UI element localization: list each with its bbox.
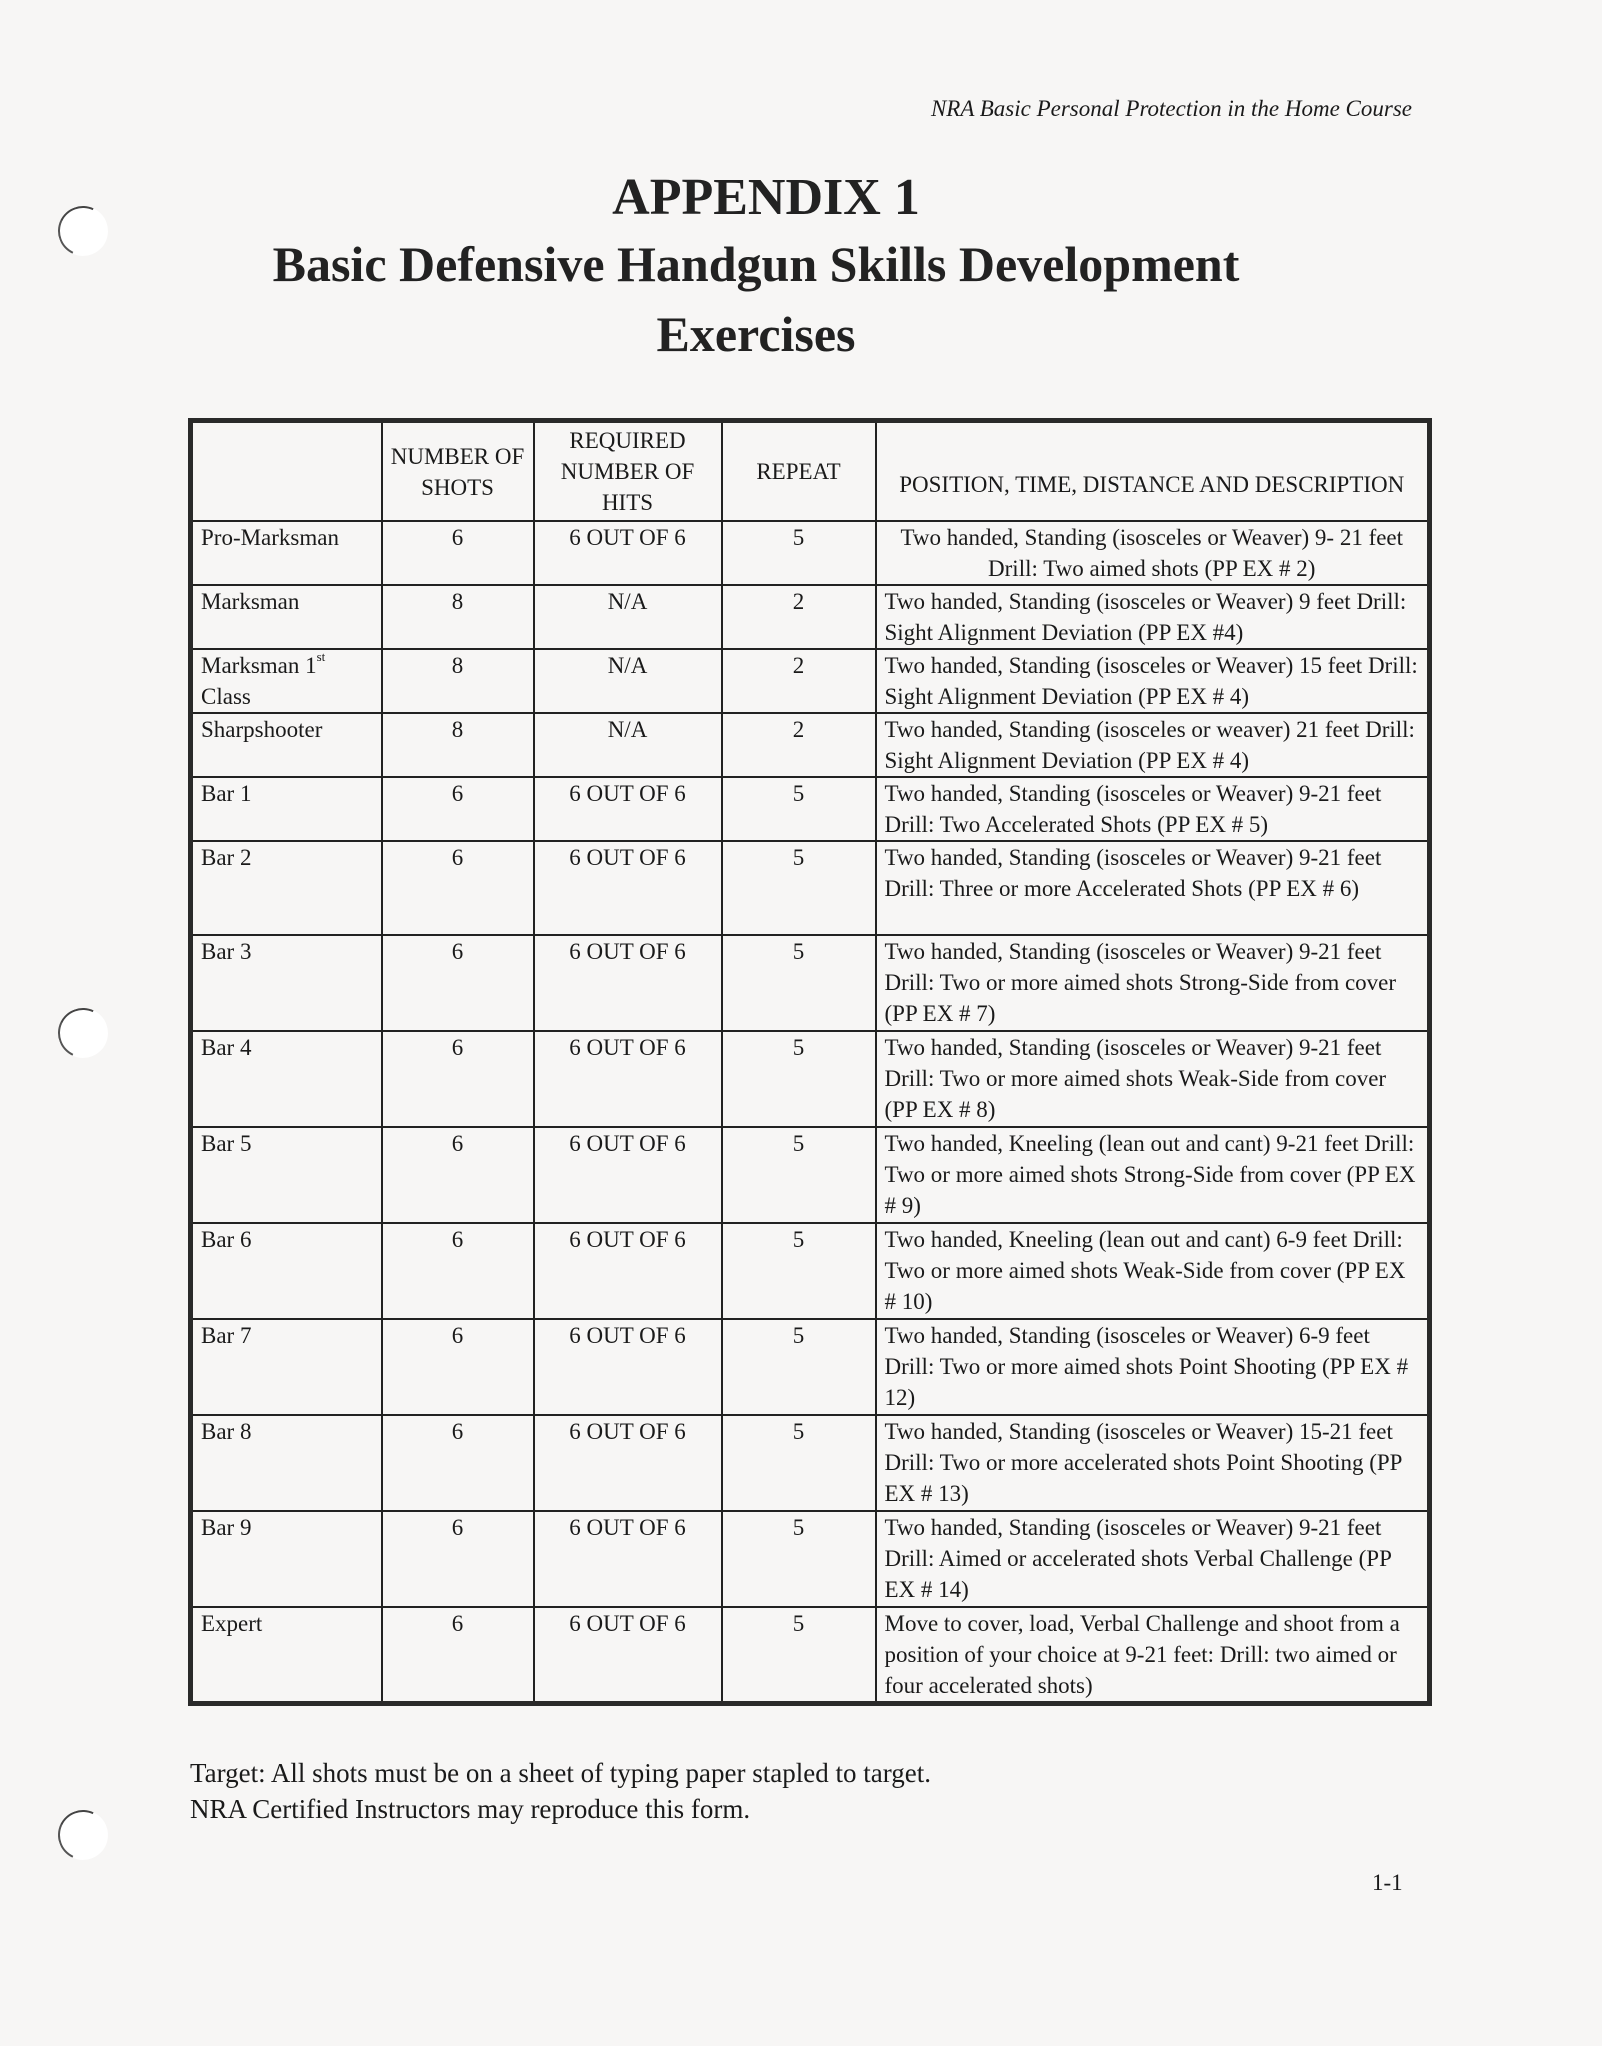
cell-shots: 6 xyxy=(382,1319,534,1415)
cell-level: Marksman xyxy=(191,585,382,649)
table-row xyxy=(191,1607,1430,1704)
cell-hits: 6 OUT OF 6 xyxy=(534,777,722,841)
cell-shots: 6 xyxy=(382,777,534,841)
cell-description: Two handed, Standing (isosceles or Weaver) 9-21 feet Drill: Two Accelerated Shots (PP EX # 5) xyxy=(876,777,1430,841)
cell-level: Pro-Marksman xyxy=(191,521,382,585)
table-row xyxy=(191,1223,1430,1319)
appendix-title: APPENDIX 1 xyxy=(612,169,920,226)
cell-description: Two handed, Kneeling (lean out and cant) 9-21 feet Drill: Two or more aimed shots Strong-Side from cover (PP EX # 9) xyxy=(876,1127,1430,1223)
col-header-level xyxy=(191,421,382,522)
cell-description: Two handed, Standing (isosceles or Weaver) 6-9 feet Drill: Two or more aimed shots Point Shooting (PP EX # 12) xyxy=(876,1319,1430,1415)
cell-description: Two handed, Standing (isosceles or weaver) 21 feet Drill: Sight Alignment Deviation (PP EX # 4) xyxy=(876,713,1430,777)
cell-description: Two handed, Standing (isosceles or Weaver) 9- 21 feet Drill: Two aimed shots (PP EX # 2) xyxy=(876,521,1430,585)
cell-repeat: 2 xyxy=(722,585,876,649)
cell-shots: 8 xyxy=(382,585,534,649)
col-header-shots: NUMBER OF SHOTS xyxy=(382,421,534,522)
binder-hole-middle xyxy=(51,1001,115,1065)
cell-shots: 6 xyxy=(382,841,534,935)
cell-description: Two handed, Kneeling (lean out and cant) 6-9 feet Drill: Two or more aimed shots Weak-Side from cover (PP EX # 10) xyxy=(876,1223,1430,1319)
cell-shots: 8 xyxy=(382,713,534,777)
document-title-line2: Exercises xyxy=(656,306,856,362)
cell-hits: 6 OUT OF 6 xyxy=(534,935,722,1031)
cell-shots: 6 xyxy=(382,1607,534,1704)
cell-shots: 6 xyxy=(382,1127,534,1223)
cell-level: Bar 5 xyxy=(191,1127,382,1223)
cell-hits: 6 OUT OF 6 xyxy=(534,1127,722,1223)
cell-level: Expert xyxy=(191,1607,382,1704)
cell-level: Bar 7 xyxy=(191,1319,382,1415)
table-row xyxy=(191,1511,1430,1607)
cell-shots: 8 xyxy=(382,649,534,713)
cell-shots: 6 xyxy=(382,1511,534,1607)
exercises-table xyxy=(188,418,1432,1706)
cell-repeat: 5 xyxy=(722,1607,876,1704)
cell-hits: N/A xyxy=(534,585,722,649)
table-row xyxy=(191,649,1430,713)
cell-repeat: 5 xyxy=(722,841,876,935)
cell-description: Two handed, Standing (isosceles or Weaver) 9-21 feet Drill: Two or more aimed shots Weak-Side from cover (PP EX # 8) xyxy=(876,1031,1430,1127)
cell-repeat: 2 xyxy=(722,649,876,713)
cell-repeat: 2 xyxy=(722,713,876,777)
col-header-repeat: REPEAT xyxy=(722,421,876,522)
cell-level: Bar 9 xyxy=(191,1511,382,1607)
cell-repeat: 5 xyxy=(722,1415,876,1511)
footnote xyxy=(190,1755,931,1827)
cell-hits: 6 OUT OF 6 xyxy=(534,1607,722,1704)
table-row xyxy=(191,585,1430,649)
cell-repeat: 5 xyxy=(722,935,876,1031)
target-note: Target: All shots must be on a sheet of typing paper stapled to target. xyxy=(190,1758,931,1788)
col-header-description: POSITION, TIME, DISTANCE AND DESCRIPTION xyxy=(876,421,1430,522)
cell-shots: 6 xyxy=(382,521,534,585)
cell-repeat: 5 xyxy=(722,1127,876,1223)
cell-repeat: 5 xyxy=(722,1319,876,1415)
table-header-row xyxy=(191,421,1430,522)
table-row xyxy=(191,777,1430,841)
cell-repeat: 5 xyxy=(722,1223,876,1319)
cell-level: Bar 4 xyxy=(191,1031,382,1127)
table-row xyxy=(191,713,1430,777)
cell-hits: 6 OUT OF 6 xyxy=(534,1223,722,1319)
cell-description: Two handed, Standing (isosceles or Weaver) 15 feet Drill: Sight Alignment Deviation (PP EX # 4) xyxy=(876,649,1430,713)
table-row xyxy=(191,1415,1430,1511)
table-row xyxy=(191,841,1430,935)
page-number: 1-1 xyxy=(1372,1870,1403,1895)
cell-level: Bar 1 xyxy=(191,777,382,841)
cell-description: Two handed, Standing (isosceles or Weaver) 15-21 feet Drill: Two or more accelerated shots Point Shooting (PP EX # 13) xyxy=(876,1415,1430,1511)
table-row xyxy=(191,935,1430,1031)
cell-hits: N/A xyxy=(534,713,722,777)
cell-shots: 6 xyxy=(382,1223,534,1319)
title-block xyxy=(0,166,1512,370)
cell-repeat: 5 xyxy=(722,1031,876,1127)
cell-hits: 6 OUT OF 6 xyxy=(534,841,722,935)
cell-shots: 6 xyxy=(382,935,534,1031)
cell-description: Two handed, Standing (isosceles or Weaver) 9-21 feet Drill: Three or more Accelerated Shots (PP EX # 6) xyxy=(876,841,1430,935)
table-row xyxy=(191,521,1430,585)
cell-level: Bar 8 xyxy=(191,1415,382,1511)
table-row xyxy=(191,1127,1430,1223)
cell-shots: 6 xyxy=(382,1031,534,1127)
reproduce-note: NRA Certified Instructors may reproduce this form. xyxy=(190,1794,751,1824)
cell-level: Bar 6 xyxy=(191,1223,382,1319)
cell-shots: 6 xyxy=(382,1415,534,1511)
cell-description: Move to cover, load, Verbal Challenge and shoot from a position of your choice at 9-21 feet: Drill: two aimed or four accelerated shots) xyxy=(876,1607,1430,1704)
cell-description: Two handed, Standing (isosceles or Weaver) 9 feet Drill: Sight Alignment Deviation (PP EX #4) xyxy=(876,585,1430,649)
table-row xyxy=(191,1031,1430,1127)
cell-hits: 6 OUT OF 6 xyxy=(534,1031,722,1127)
binder-hole-bottom xyxy=(51,1803,115,1867)
cell-hits: 6 OUT OF 6 xyxy=(534,1511,722,1607)
cell-hits: 6 OUT OF 6 xyxy=(534,1319,722,1415)
cell-level: Bar 3 xyxy=(191,935,382,1031)
cell-level: Marksman 1st Class xyxy=(191,649,382,713)
cell-description: Two handed, Standing (isosceles or Weaver) 9-21 feet Drill: Aimed or accelerated shots Verbal Challenge (PP EX # 14) xyxy=(876,1511,1430,1607)
cell-hits: 6 OUT OF 6 xyxy=(534,521,722,585)
cell-repeat: 5 xyxy=(722,777,876,841)
cell-level: Sharpshooter xyxy=(191,713,382,777)
cell-level: Bar 2 xyxy=(191,841,382,935)
document-title-line1: Basic Defensive Handgun Skills Development xyxy=(272,236,1240,292)
cell-repeat: 5 xyxy=(722,521,876,585)
cell-repeat: 5 xyxy=(722,1511,876,1607)
cell-description: Two handed, Standing (isosceles or Weaver) 9-21 feet Drill: Two or more aimed shots Strong-Side from cover (PP EX # 7) xyxy=(876,935,1430,1031)
running-header: NRA Basic Personal Protection in the Home Course xyxy=(930,96,1412,121)
col-header-hits: REQUIRED NUMBER OF HITS xyxy=(534,421,722,522)
cell-hits: N/A xyxy=(534,649,722,713)
table-row xyxy=(191,1319,1430,1415)
cell-hits: 6 OUT OF 6 xyxy=(534,1415,722,1511)
